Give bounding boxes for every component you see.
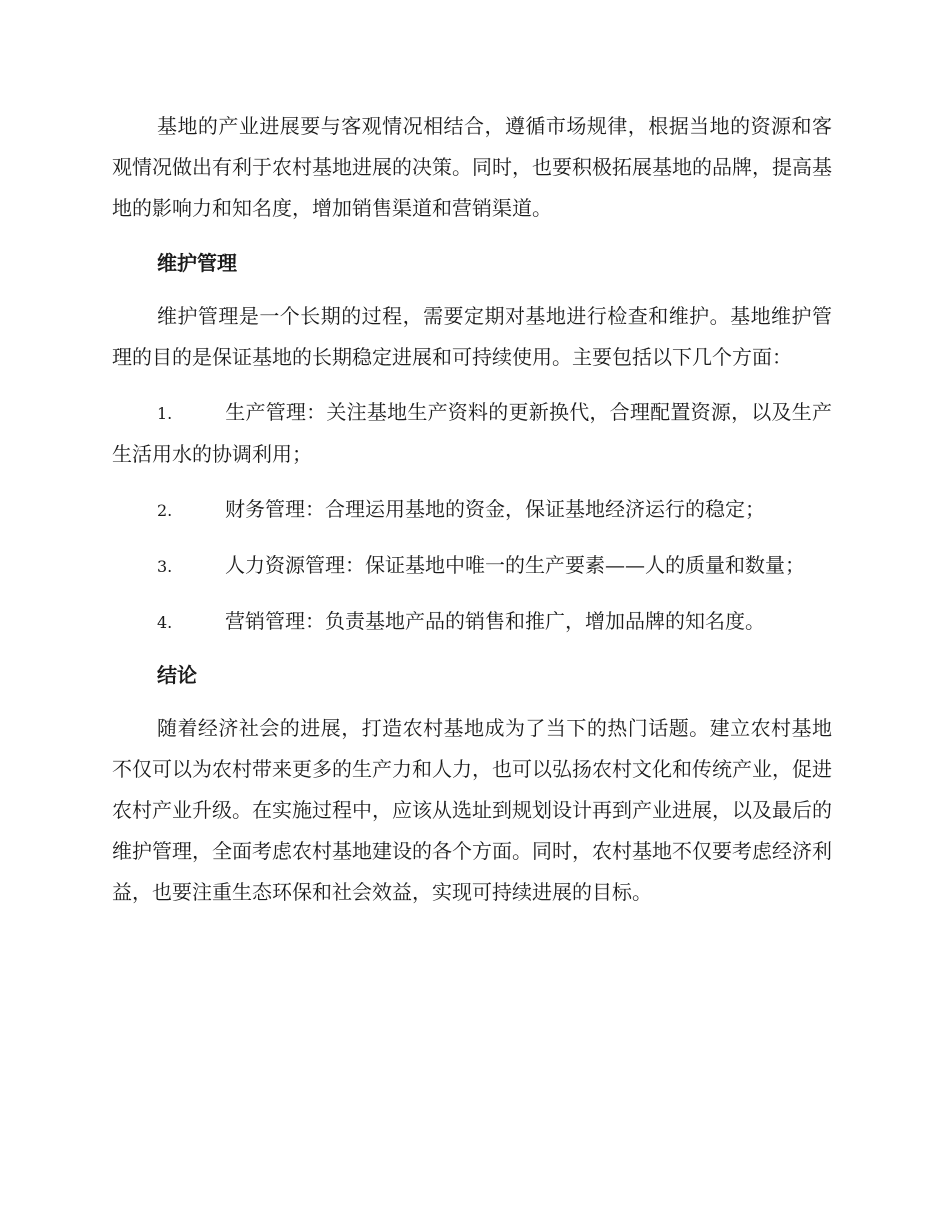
paragraph-maintenance-intro: 维护管理是一个长期的过程，需要定期对基地进行检查和维护。基地维护管理的目的是保证基地的长期稳定进展和可持续使用。主要包括以下几个方面： bbox=[112, 304, 832, 369]
list-item bbox=[112, 489, 832, 531]
heading-conclusion: 结论 bbox=[157, 663, 197, 687]
list-item bbox=[112, 392, 832, 475]
list-text: 人力资源管理：保证基地中唯一的生产要素——人的质量和数量； bbox=[225, 553, 805, 577]
document-page bbox=[112, 106, 832, 913]
list-text: 财务管理：合理运用基地的资金，保证基地经济运行的稳定； bbox=[225, 497, 765, 521]
paragraph-conclusion: 随着经济社会的进展，打造农村基地成为了当下的热门话题。建立农村基地不仅可以为农村带来更多的生产力和人力，也可以弘扬农村文化和传统产业，促进农村产业升级。在实施过程中，应该从选址到规划设计再到产业进展，以及最后的维护管理，全面考虑农村基地建设的各个方面。同时，农村基地不仅要考虑经济利益，也要注重生态环保和社会效益，实现可持续进展的目标。 bbox=[112, 716, 832, 904]
list-number: 4. bbox=[157, 613, 173, 632]
list-item bbox=[112, 601, 832, 643]
list-item bbox=[112, 545, 832, 587]
list-number: 3. bbox=[157, 557, 173, 576]
list-text: 营销管理：负责基地产品的销售和推广，增加品牌的知名度。 bbox=[225, 609, 765, 633]
paragraph-industry-development: 基地的产业进展要与客观情况相结合，遵循市场规律，根据当地的资源和客观情况做出有利于农村基地进展的决策。同时，也要积极拓展基地的品牌，提高基地的影响力和知名度，增加销售渠道和营销渠道。 bbox=[112, 114, 832, 220]
list-text: 生产管理：关注基地生产资料的更新换代，合理配置资源，以及生产生活用水的协调利用； bbox=[112, 400, 832, 466]
list-number: 2. bbox=[157, 501, 173, 520]
heading-maintenance: 维护管理 bbox=[157, 251, 237, 275]
list-number: 1. bbox=[157, 404, 173, 423]
